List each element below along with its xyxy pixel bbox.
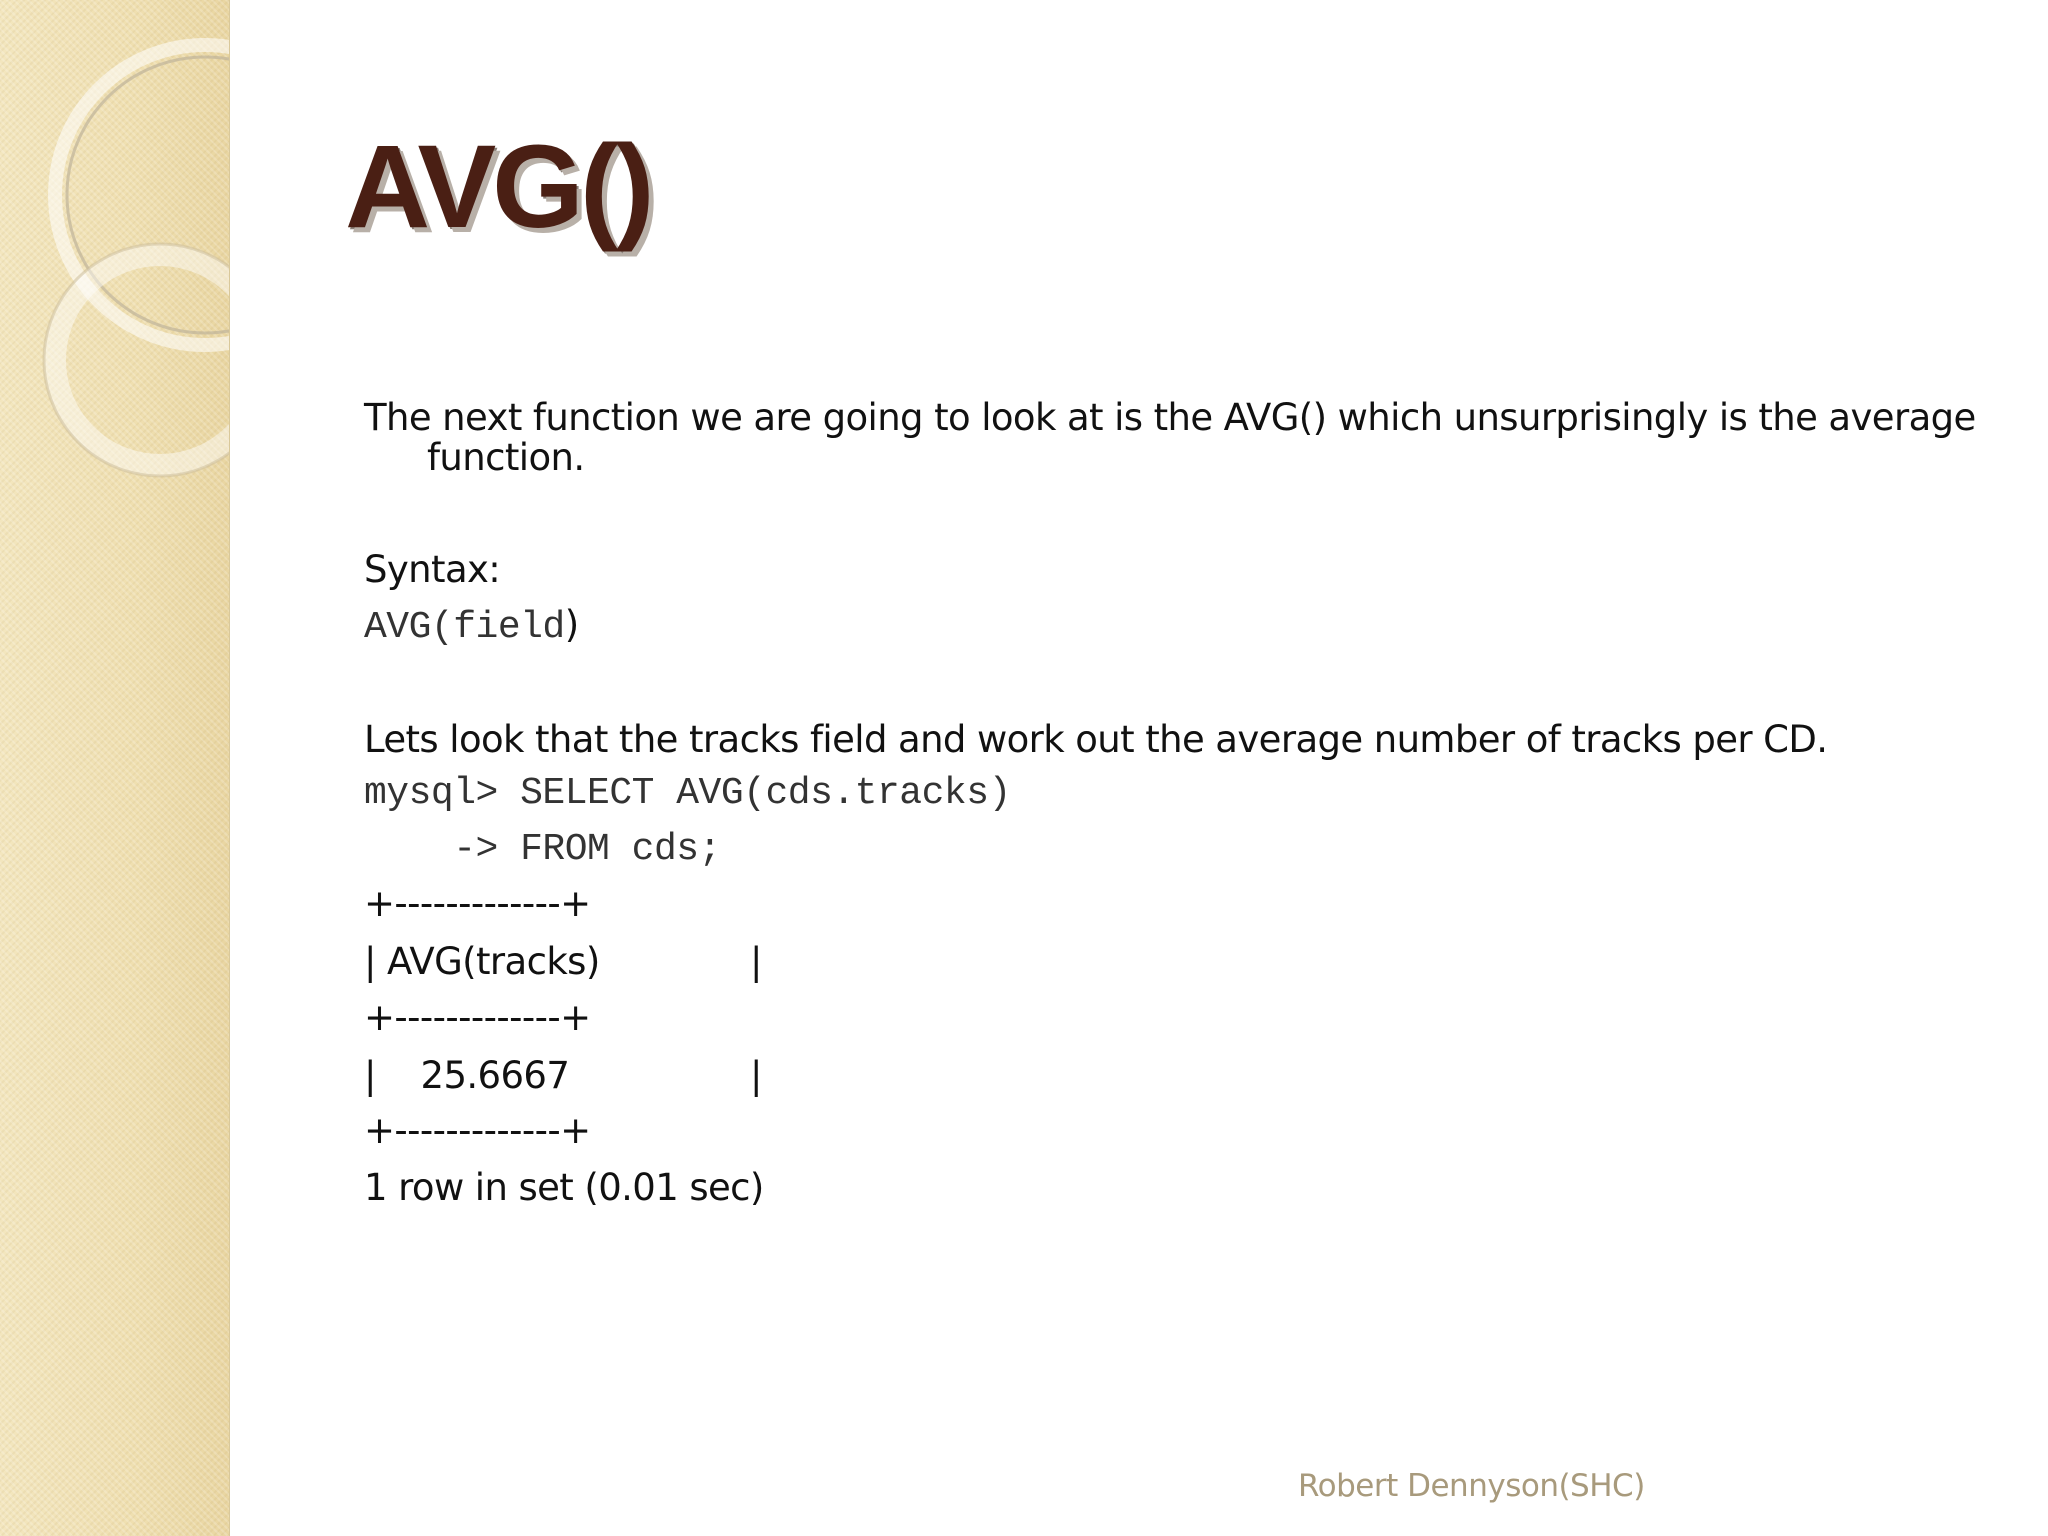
decorative-rings-graphic — [0, 0, 229, 520]
slide-body — [364, 396, 1984, 1209]
result-border-top: +-------------+ — [364, 882, 591, 925]
result-border-bottom: +-------------+ — [364, 1109, 591, 1152]
result-value-right: | — [750, 1054, 762, 1097]
slide-title: AVG() — [345, 121, 651, 253]
query-line-1: mysql> SELECT AVG(cds.tracks) — [364, 772, 1011, 815]
result-header-right: | — [750, 940, 762, 983]
result-border-middle: +-------------+ — [364, 996, 591, 1039]
result-value-left: | 25.6667 — [364, 1054, 570, 1097]
intro-paragraph: The next function we are going to look at is the AVG() which unsurprisingly is the average function. — [364, 396, 1976, 479]
example-intro: Lets look that the tracks field and work out the average number of tracks per CD. — [364, 718, 1828, 761]
syntax-label: Syntax: — [364, 548, 501, 591]
syntax-code: AVG(field — [364, 606, 565, 649]
syntax-code-close: ) — [564, 603, 579, 646]
result-summary: 1 row in set (0.01 sec) — [364, 1166, 764, 1209]
syntax-code-line — [364, 603, 579, 649]
query-line-2: -> FROM cds; — [364, 828, 721, 871]
result-header-left: | AVG(tracks) — [364, 940, 600, 983]
slide-footer: Robert Dennyson(SHC) — [1298, 1468, 1645, 1504]
